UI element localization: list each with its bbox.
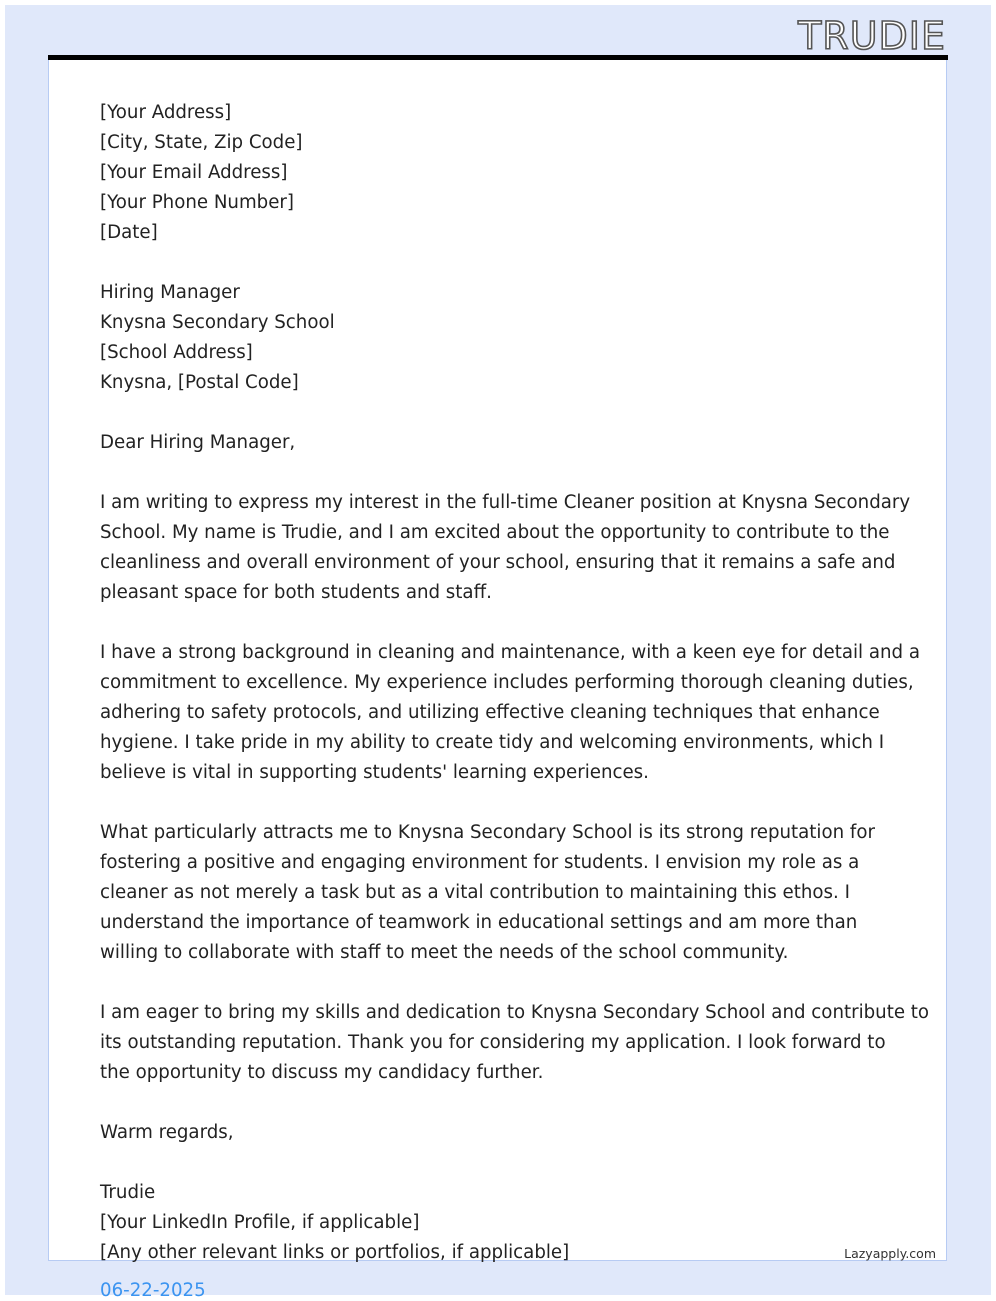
paragraph [100, 638, 920, 788]
paragraph [100, 818, 920, 968]
paragraph [100, 488, 920, 608]
recipient-line: Knysna Secondary School [100, 312, 335, 333]
brand-name: TRUDIE [798, 14, 946, 58]
paragraph-line: School. My name is Trudie, and I am excited about the opportunity to contribute to the [100, 522, 890, 543]
paragraph-line: hygiene. I take pride in my ability to create tidy and welcoming environments, which I [100, 732, 885, 753]
letter-body [100, 98, 930, 1268]
sender-line: [City, State, Zip Code] [100, 132, 303, 153]
paragraph-line: willing to collaborate with staff to meet the needs of the school community. [100, 942, 789, 963]
paragraph-line: What particularly attracts me to Knysna Secondary School is its strong reputation for [100, 822, 875, 843]
paragraph-line: believe is vital in supporting students' learning experiences. [100, 762, 649, 783]
signature-block [100, 1178, 920, 1268]
recipient-line: Knysna, [Postal Code] [100, 372, 299, 393]
recipient-line: Hiring Manager [100, 282, 240, 303]
paragraph-line: pleasant space for both students and staff. [100, 582, 492, 603]
paragraph-line: adhering to safety protocols, and utilizing effective cleaning techniques that enhance [100, 702, 880, 723]
recipient-line: [School Address] [100, 342, 253, 363]
paragraph-line: its outstanding reputation. Thank you for considering my application. I look forward to [100, 1032, 886, 1053]
paragraph-line: commitment to excellence. My experience includes performing thorough cleaning duties, [100, 672, 914, 693]
sender-line: [Your Address] [100, 102, 232, 123]
paragraph-line: cleanliness and overall environment of your school, ensuring that it remains a safe and [100, 552, 896, 573]
paragraph-line: the opportunity to discuss my candidacy further. [100, 1062, 544, 1083]
paragraph-line: understand the importance of teamwork in educational settings and am more than [100, 912, 858, 933]
paragraph-line: I have a strong background in cleaning and maintenance, with a keen eye for detail and a [100, 642, 921, 663]
date-stamp: 06-22-2025 [100, 1280, 206, 1301]
paragraph [100, 998, 930, 1088]
closing: Warm regards, [100, 1122, 234, 1143]
signature-line: Trudie [100, 1182, 156, 1203]
salutation: Dear Hiring Manager, [100, 432, 296, 453]
sender-line: [Your Email Address] [100, 162, 288, 183]
sender-block [100, 98, 920, 248]
paragraph-line: I am eager to bring my skills and dedication to Knysna Secondary School and contribute to [100, 1002, 930, 1023]
signature-line: [Any other relevant links or portfolios, if applicable] [100, 1242, 570, 1263]
paragraph-line: cleaner as not merely a task but as a vital contribution to maintaining this ethos. I [100, 882, 850, 903]
signature-line: [Your LinkedIn Profile, if applicable] [100, 1212, 420, 1233]
paragraph-line: I am writing to express my interest in the full-time Cleaner position at Knysna Secondary [100, 492, 911, 513]
sender-line: [Date] [100, 222, 158, 243]
footer-site: Lazyapply.com [844, 1246, 936, 1261]
paragraph-line: fostering a positive and engaging environment for students. I envision my role as a [100, 852, 860, 873]
sender-line: [Your Phone Number] [100, 192, 294, 213]
recipient-block [100, 278, 920, 398]
